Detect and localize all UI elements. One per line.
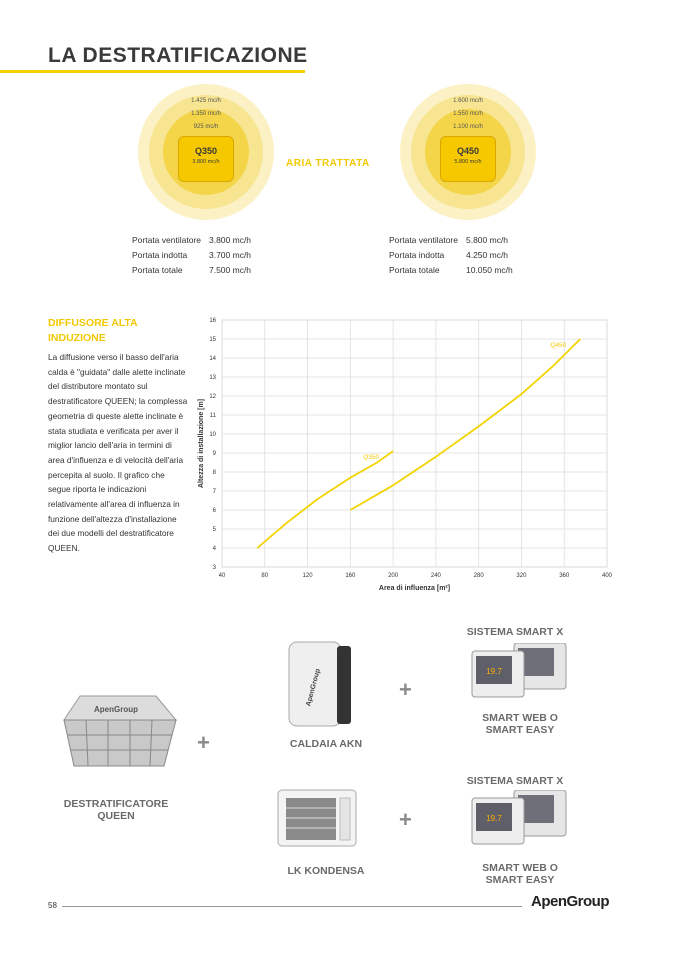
apengroup-logo: ApenGroup (531, 893, 609, 910)
spec-row (132, 233, 255, 248)
section-heading: DIFFUSORE ALTA INDUZIONE (48, 317, 138, 344)
caldaia-image (285, 638, 355, 730)
label-destratificatore: DESTRATIFICATORE QUEEN (63, 798, 169, 822)
spec-label: Portata ventilatore (389, 235, 458, 245)
x-tick-label: 280 (473, 573, 484, 579)
spec-value: 4.250 mc/h (465, 250, 509, 260)
boiler-brand: ApenGroup (305, 668, 322, 708)
x-tick-label: 360 (559, 573, 570, 579)
footer-rule (62, 906, 522, 907)
y-tick-label: 10 (209, 432, 216, 438)
label-caldaia: CALDAIA AKN (289, 738, 363, 750)
x-tick-label: 400 (601, 573, 613, 579)
y-tick-label: 5 (212, 527, 216, 533)
q450-ring-label-1: 1.600 mc/h (453, 98, 483, 104)
unit-brand: ApenGroup (94, 705, 138, 714)
spec-row (389, 233, 517, 248)
y-tick-label: 15 (209, 337, 216, 343)
q350-spec-table (132, 233, 255, 278)
page-number: 58 (48, 901, 57, 910)
y-tick-label: 13 (209, 375, 216, 381)
q350-diagram (138, 84, 274, 220)
x-tick-label: 40 (218, 573, 226, 579)
spec-label: Portata indotta (132, 250, 188, 260)
page-title: LA DESTRATIFICAZIONE (48, 44, 308, 67)
spec-value: 5.800 mc/h (465, 235, 509, 245)
plus-sign: + (399, 807, 412, 832)
x-tick-label: 80 (261, 573, 269, 579)
y-tick-label: 9 (212, 451, 216, 457)
spec-row (389, 263, 517, 278)
kondensa-image (272, 784, 362, 854)
spec-row (132, 263, 255, 278)
spec-label: Portata totale (389, 265, 440, 275)
label-smart-title-2: SISTEMA SMART X (466, 775, 564, 787)
q350-ring-label-3: 925 mc/h (193, 124, 219, 130)
x-tick-label: 160 (345, 573, 356, 579)
plus-sign: + (399, 677, 412, 702)
y-tick-label: 6 (212, 508, 216, 514)
y-tick-label: 16 (209, 318, 216, 324)
label-kondensa: LK KONDENSA (287, 865, 365, 877)
y-axis-label: Altezza di installazione [m] (198, 398, 205, 489)
influence-chart (190, 310, 620, 600)
q350-ring-label-1: 1.425 mc/h (191, 98, 221, 104)
series-label-q450: Q450 (550, 342, 567, 349)
y-tick-label: 8 (212, 470, 216, 476)
y-tick-label: 14 (209, 356, 216, 362)
smart-display-image-2 (470, 790, 570, 850)
spec-label: Portata ventilatore (132, 235, 201, 245)
display-reading: 19.7 (486, 814, 502, 823)
spec-row (132, 248, 255, 263)
q450-model-box (440, 136, 496, 182)
section-body: La diffusione verso il basso dell'aria calda è "guidata" dalle alette inclinate del distributore montato sul destratificatore QUEEN; la complessa geometria di queste alette inclinate è stata studiata e verificata per aver il miglior lancio dell'aria in termini di area d'influenza e di velocità dell'aria percepita al suolo. Il grafico che segue riporta le indicazioni relativamente all'area di influenza in funzione dell'altezza d'installazione dei due modelli del destratificatore QUEEN. (48, 352, 188, 554)
q350-model-flow: 3.800 mc/h (192, 159, 220, 165)
spec-value: 3.800 mc/h (208, 235, 252, 245)
spec-label: Portata indotta (389, 250, 445, 260)
x-axis-label: Area di influenza [m²] (378, 585, 451, 592)
q450-ring-label-3: 1.100 mc/h (453, 124, 483, 130)
aria-trattata-label: ARIA TRATTATA (286, 158, 370, 169)
x-tick-label: 240 (430, 573, 441, 579)
x-tick-label: 120 (302, 573, 313, 579)
y-tick-label: 11 (209, 413, 216, 419)
plus-sign: + (197, 730, 210, 755)
y-tick-label: 12 (209, 394, 216, 400)
q450-model-name: Q450 (456, 146, 480, 156)
title-underline (0, 70, 305, 73)
label-smart-sub-1: SMART WEB O SMART EASY (482, 712, 558, 736)
q450-spec-table (389, 233, 517, 278)
destratificatore-image (52, 690, 182, 780)
y-tick-label: 4 (212, 546, 216, 552)
label-smart-title-1: SISTEMA SMART X (466, 626, 564, 638)
spec-value: 3.700 mc/h (208, 250, 252, 260)
label-smart-sub-2: SMART WEB O SMART EASY (482, 862, 558, 886)
spec-value: 10.050 mc/h (465, 265, 513, 275)
series-label-q350: Q350 (363, 454, 380, 462)
display-reading: 19.7 (486, 667, 502, 676)
q350-ring-label-2: 1.350 mc/h (191, 111, 221, 117)
y-tick-label: 7 (212, 489, 216, 495)
q450-diagram (400, 84, 536, 220)
q450-model-flow: 5.800 mc/h (454, 159, 482, 165)
spec-value: 7.500 mc/h (208, 265, 252, 275)
spec-label: Portata totale (132, 265, 183, 275)
y-tick-label: 3 (212, 565, 216, 571)
spec-row (389, 248, 517, 263)
x-tick-label: 320 (516, 573, 527, 579)
q450-ring-label-2: 1.550 mc/h (453, 111, 483, 117)
smart-display-image-1 (470, 643, 570, 703)
q350-model-name: Q350 (194, 146, 218, 156)
q350-model-box (178, 136, 234, 182)
x-tick-label: 200 (388, 573, 399, 579)
